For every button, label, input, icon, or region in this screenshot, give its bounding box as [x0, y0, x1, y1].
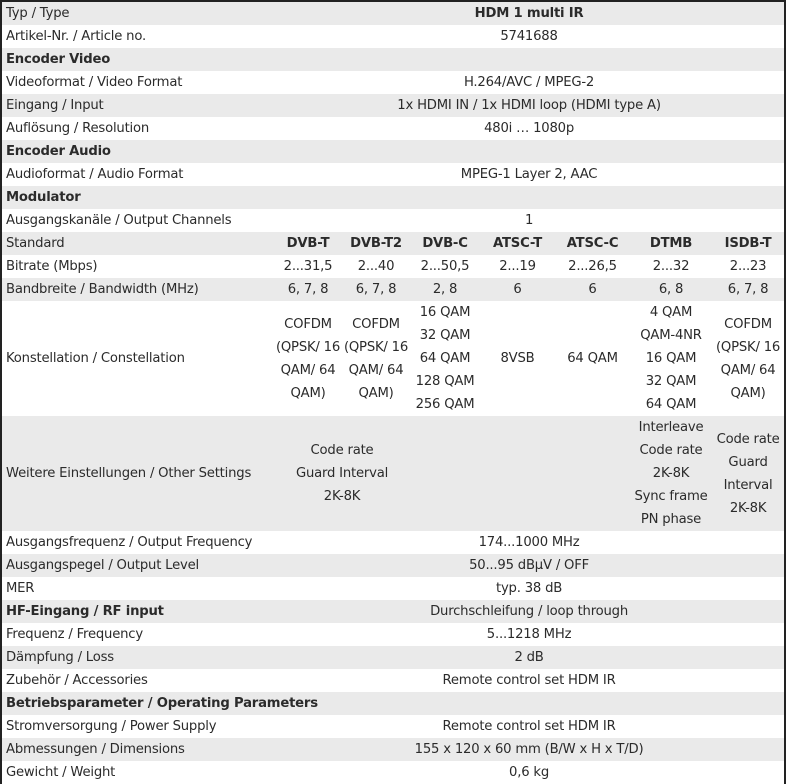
row-loss: [2, 646, 784, 669]
bandwidth-cell: 2, 8: [410, 278, 480, 301]
line: COFDM: [284, 316, 332, 332]
row-accessories: [2, 669, 784, 692]
line: Code rate: [639, 443, 703, 458]
label: Standard: [2, 232, 274, 255]
label: Konstellation / Constellation: [2, 301, 274, 416]
row-other-settings: [2, 416, 784, 531]
value: Remote control set HDM IR: [274, 715, 784, 738]
value: Durchschleifung / loop through: [274, 600, 784, 623]
value: 480i … 1080p: [274, 117, 784, 140]
row-standard: [2, 232, 784, 255]
constellation-dtmb: [630, 301, 712, 416]
bitrate-cell: 2...31,5: [274, 255, 342, 278]
line: QAM/ 64: [720, 362, 776, 378]
value: H.264/AVC / MPEG-2: [274, 71, 784, 94]
label: Ausgangsfrequenz / Output Frequency: [2, 531, 274, 554]
line: Interval: [723, 477, 773, 493]
line: (QPSK/ 16: [343, 339, 409, 355]
row-bandwidth: [2, 278, 784, 301]
label: Zubehör / Accessories: [2, 669, 274, 692]
section-modulator: [2, 186, 784, 209]
row-bitrate: [2, 255, 784, 278]
line: QAM): [290, 385, 326, 401]
value: typ. 38 dB: [274, 577, 784, 600]
row-output-frequency: [2, 531, 784, 554]
product-name: HDM 1 multi IR: [274, 2, 784, 25]
value: 1: [274, 209, 784, 232]
label: Audioformat / Audio Format: [2, 163, 274, 186]
line: 8VSB: [500, 351, 535, 366]
row-article: [2, 25, 784, 48]
section-encoder-audio: [2, 140, 784, 163]
label: Artikel-Nr. / Article no.: [2, 25, 274, 48]
spec-table: [2, 2, 784, 784]
row-audio-format: [2, 163, 784, 186]
line: 32 QAM: [645, 374, 697, 389]
other-settings-empty: [410, 416, 630, 531]
row-type: [2, 2, 784, 25]
line: 64 QAM: [567, 351, 618, 366]
bandwidth-cell: 6: [480, 278, 555, 301]
constellation-dvb-t2: [342, 301, 410, 416]
value: 155 x 120 x 60 mm (B/W x H x T/D): [274, 738, 784, 761]
row-output-channels: [2, 209, 784, 232]
row-input: [2, 94, 784, 117]
label: Stromversorgung / Power Supply: [2, 715, 274, 738]
line: COFDM: [724, 316, 772, 332]
bitrate-cell: 2...40: [342, 255, 410, 278]
section-heading: Modulator: [2, 186, 784, 209]
line: Code rate: [716, 431, 780, 447]
label: Ausgangskanäle / Output Channels: [2, 209, 274, 232]
row-output-level: [2, 554, 784, 577]
label: Gewicht / Weight: [2, 761, 274, 784]
bitrate-cell: 2...23: [712, 255, 784, 278]
other-settings-dtmb: [630, 416, 712, 531]
section-heading: Betriebsparameter / Operating Parameters: [2, 692, 784, 715]
value: 2 dB: [274, 646, 784, 669]
row-power-supply: [2, 715, 784, 738]
standard-atsc-t: ATSC-T: [480, 232, 555, 255]
label: Bandbreite / Bandwidth (MHz): [2, 278, 274, 301]
line: 2K-8K: [323, 489, 361, 504]
line: 16 QAM: [645, 351, 697, 366]
line: 2K-8K: [652, 466, 690, 481]
line: 256 QAM: [415, 397, 475, 412]
line: QAM/ 64: [280, 362, 336, 378]
section-operating-parameters: [2, 692, 784, 715]
section-heading: HF-Eingang / RF input: [2, 600, 274, 623]
bitrate-cell: 2...50,5: [410, 255, 480, 278]
bandwidth-cell: 6, 7, 8: [274, 278, 342, 301]
line: QAM-4NR: [640, 328, 702, 343]
label: MER: [2, 577, 274, 600]
constellation-atsc-c: [555, 301, 630, 416]
standard-dvb-t2: DVB-T2: [342, 232, 410, 255]
label: Dämpfung / Loss: [2, 646, 274, 669]
article-number: 5741688: [274, 25, 784, 48]
standard-atsc-c: ATSC-C: [555, 232, 630, 255]
label: Ausgangspegel / Output Level: [2, 554, 274, 577]
row-mer: [2, 577, 784, 600]
section-rf-input: [2, 600, 784, 623]
line: Sync frame: [634, 489, 708, 504]
line: Guard Interval: [295, 466, 389, 481]
value: MPEG-1 Layer 2, AAC: [274, 163, 784, 186]
line: PN phase: [640, 512, 702, 527]
value: 1x HDMI IN / 1x HDMI loop (HDMI type A): [274, 94, 784, 117]
section-encoder-video: [2, 48, 784, 71]
value: 50...95 dBµV / OFF: [274, 554, 784, 577]
value: 5...1218 MHz: [274, 623, 784, 646]
label: Videoformat / Video Format: [2, 71, 274, 94]
standard-isdb-t: ISDB-T: [712, 232, 784, 255]
bitrate-cell: 2...26,5: [555, 255, 630, 278]
label: Bitrate (Mbps): [2, 255, 274, 278]
line: 64 QAM: [645, 397, 697, 412]
line: 16 QAM: [419, 305, 471, 320]
row-resolution: [2, 117, 784, 140]
row-weight: [2, 761, 784, 784]
row-video-format: [2, 71, 784, 94]
label: Eingang / Input: [2, 94, 274, 117]
line: 32 QAM: [419, 328, 471, 343]
bandwidth-cell: 6, 7, 8: [342, 278, 410, 301]
constellation-atsc-t: [480, 301, 555, 416]
row-constellation: [2, 301, 784, 416]
value: Remote control set HDM IR: [274, 669, 784, 692]
constellation-dvb-c: [410, 301, 480, 416]
line: (QPSK/ 16: [275, 339, 341, 355]
line: Guard: [728, 454, 768, 470]
section-heading: Encoder Audio: [2, 140, 784, 163]
line: 64 QAM: [419, 351, 471, 366]
constellation-isdb-t: [712, 301, 784, 416]
bandwidth-cell: 6: [555, 278, 630, 301]
line: (QPSK/ 16: [715, 339, 781, 355]
line: QAM/ 64: [348, 362, 404, 378]
label: Weitere Einstellungen / Other Settings: [2, 416, 274, 531]
line: 128 QAM: [415, 374, 475, 389]
other-settings-isdb-t: [712, 416, 784, 531]
line: 4 QAM: [649, 305, 693, 320]
line: Interleave: [638, 420, 704, 435]
standard-dtmb: DTMB: [630, 232, 712, 255]
bandwidth-cell: 6, 7, 8: [712, 278, 784, 301]
line: 2K-8K: [729, 500, 767, 516]
standard-dvb-t: DVB-T: [274, 232, 342, 255]
line: Code rate: [310, 443, 374, 458]
line: QAM): [730, 385, 766, 401]
line: COFDM: [352, 316, 400, 332]
standard-dvb-c: DVB-C: [410, 232, 480, 255]
section-heading: Encoder Video: [2, 48, 784, 71]
bandwidth-cell: 6, 8: [630, 278, 712, 301]
row-frequency: [2, 623, 784, 646]
label: Typ / Type: [2, 2, 274, 25]
label: Frequenz / Frequency: [2, 623, 274, 646]
other-settings-dvb-t-t2: [274, 416, 410, 531]
bitrate-cell: 2...19: [480, 255, 555, 278]
label: Abmessungen / Dimensions: [2, 738, 274, 761]
value: 0,6 kg: [274, 761, 784, 784]
row-dimensions: [2, 738, 784, 761]
constellation-dvb-t: [274, 301, 342, 416]
line: QAM): [358, 385, 394, 401]
label: Auflösung / Resolution: [2, 117, 274, 140]
value: 174...1000 MHz: [274, 531, 784, 554]
bitrate-cell: 2...32: [630, 255, 712, 278]
